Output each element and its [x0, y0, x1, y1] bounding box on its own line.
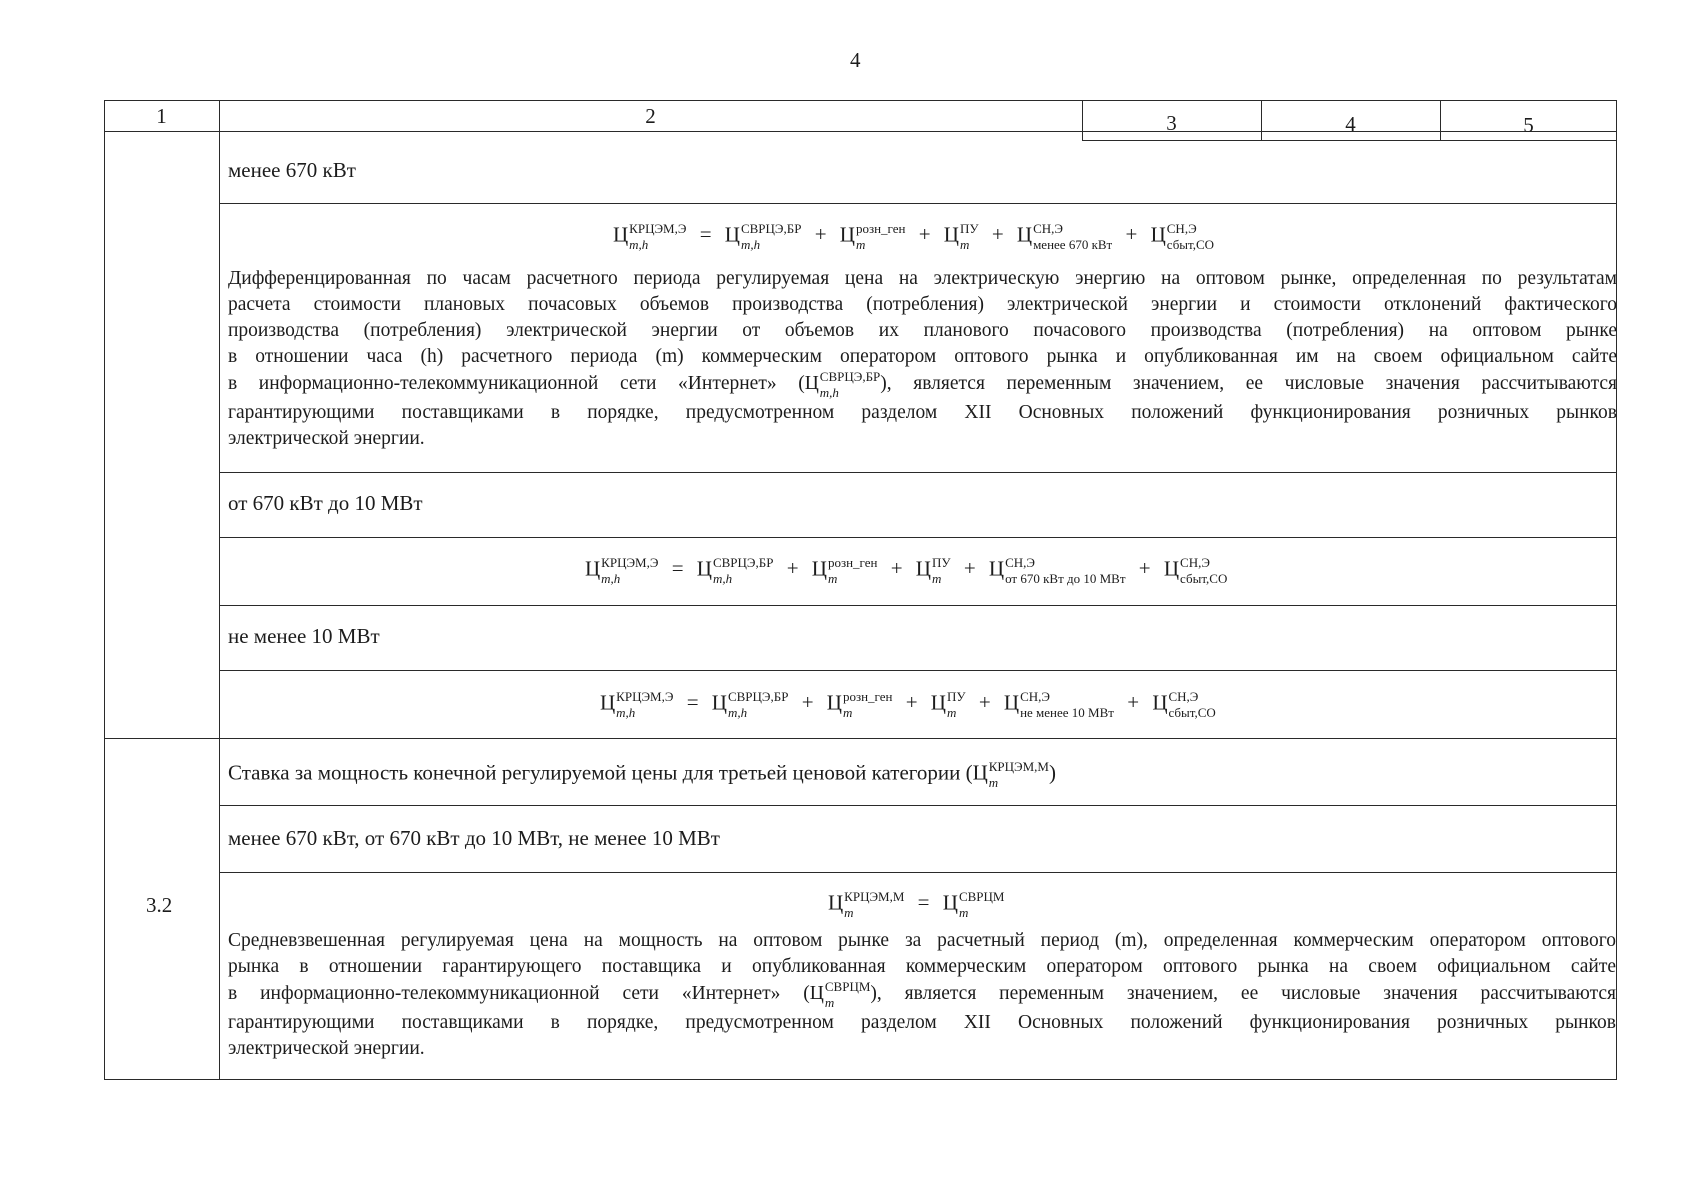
header-col-1: 1 — [156, 104, 167, 128]
paragraph-line: гарантирующими поставщиками в порядке, предусмотренном разделом XII Основных положений функционирования розничных рынков — [228, 402, 1617, 423]
header-col-2: 2 — [645, 104, 656, 128]
formula-capacity: Ц КРЦЭМ,М m = Ц СВРЦМ m — [828, 889, 1005, 920]
paragraph-line: рынка в отношении гарантирующего поставщика и опубликованная коммерческим оператором оптового рынка на своем официальном сайте — [228, 956, 1616, 977]
formula-from-670-to-10: Ц КРЦЭМ,Э m,h = Ц СВРЦЭ,БР m,h + Ц розн_ген m + Ц ПУ m + Ц СН,Э от 670 кВт до 10 МВт + Ц СН,Э сбыт,СО — [585, 555, 1228, 586]
paragraph-line-with-symbol: в информационно-телекоммуникационной сети «Интернет» (Ц СВРЦЭ,БР m,h ), является переменным значением, ее числовые значения рассчитываются — [228, 369, 1617, 400]
header-col-3: 3 — [1166, 111, 1177, 135]
header-subdivider — [1082, 140, 1617, 141]
description-capacity-price — [228, 928, 1616, 1062]
category-from-670-to-10: от 670 кВт до 10 МВт — [228, 491, 423, 515]
formula-less-670: Ц КРЦЭМ,Э m,h = Ц СВРЦЭ,БР m,h + Ц розн_ген m + Ц ПУ m + Ц СН,Э менее 670 кВт + Ц СН,Э сбыт,СО — [613, 221, 1215, 252]
header-col-4: 4 — [1345, 112, 1356, 136]
section-divider — [104, 738, 1617, 739]
rate-title: Ставка за мощность конечной регулируемой цены для третьей ценовой категории (Ц КРЦЭМ,М m ) — [228, 759, 1056, 790]
row-divider — [219, 537, 1617, 538]
category-less-670: менее 670 кВт — [228, 158, 356, 182]
paragraph-line: расчета стоимости плановых почасовых объемов производства (потребления) электрической энергии и стоимости отклонений фактического — [228, 294, 1617, 315]
paragraph-line: электрической энергии. — [228, 1038, 425, 1059]
paragraph-line: Средневзвешенная регулируемая цена на мощность на оптовом рынке за расчетный период (m), определенная коммерческим оператором оптового — [228, 930, 1616, 951]
row-divider — [219, 203, 1617, 204]
row-divider — [219, 472, 1617, 473]
formula-not-less-10: Ц КРЦЭМ,Э m,h = Ц СВРЦЭ,БР m,h + Ц розн_ген m + Ц ПУ m + Ц СН,Э не менее 10 МВт + Ц СН,Э сбыт,СО — [600, 689, 1216, 720]
paragraph-line: в отношении часа (h) расчетного периода (m) коммерческим оператором оптового рынка и опубликованная им на своем официальном сайте — [228, 346, 1617, 367]
paragraph-line: электрической энергии. — [228, 428, 425, 449]
row-divider — [219, 605, 1617, 606]
paragraph-line-with-symbol: в информационно-телекоммуникационной сети «Интернет» (Ц СВРЦМ m ), является переменным значением, ее числовые значения рассчитываются — [228, 979, 1616, 1010]
row-number-3-2: 3.2 — [146, 893, 173, 917]
category-all: менее 670 кВт, от 670 кВт до 10 МВт, не менее 10 МВт — [228, 826, 720, 850]
header-col-5: 5 — [1523, 113, 1534, 137]
row-divider — [219, 872, 1617, 873]
paragraph-line: производства (потребления) электрической энергии от объемов их планового почасового производства (потребления) на оптовом рынке — [228, 320, 1617, 341]
row-divider — [219, 805, 1617, 806]
category-not-less-10: не менее 10 МВт — [228, 624, 380, 648]
paragraph-line: Дифференцированная по часам расчетного периода регулируемая цена на электрическую энергию на оптовом рынке, определенная по результатам — [228, 268, 1617, 289]
column-divider-1 — [219, 100, 220, 1080]
row-divider — [219, 670, 1617, 671]
paragraph-line: гарантирующими поставщиками в порядке, предусмотренном разделом XII Основных положений функционирования розничных рынков — [228, 1012, 1616, 1033]
page-number: 4 — [850, 48, 861, 72]
description-energy-price — [228, 266, 1617, 452]
